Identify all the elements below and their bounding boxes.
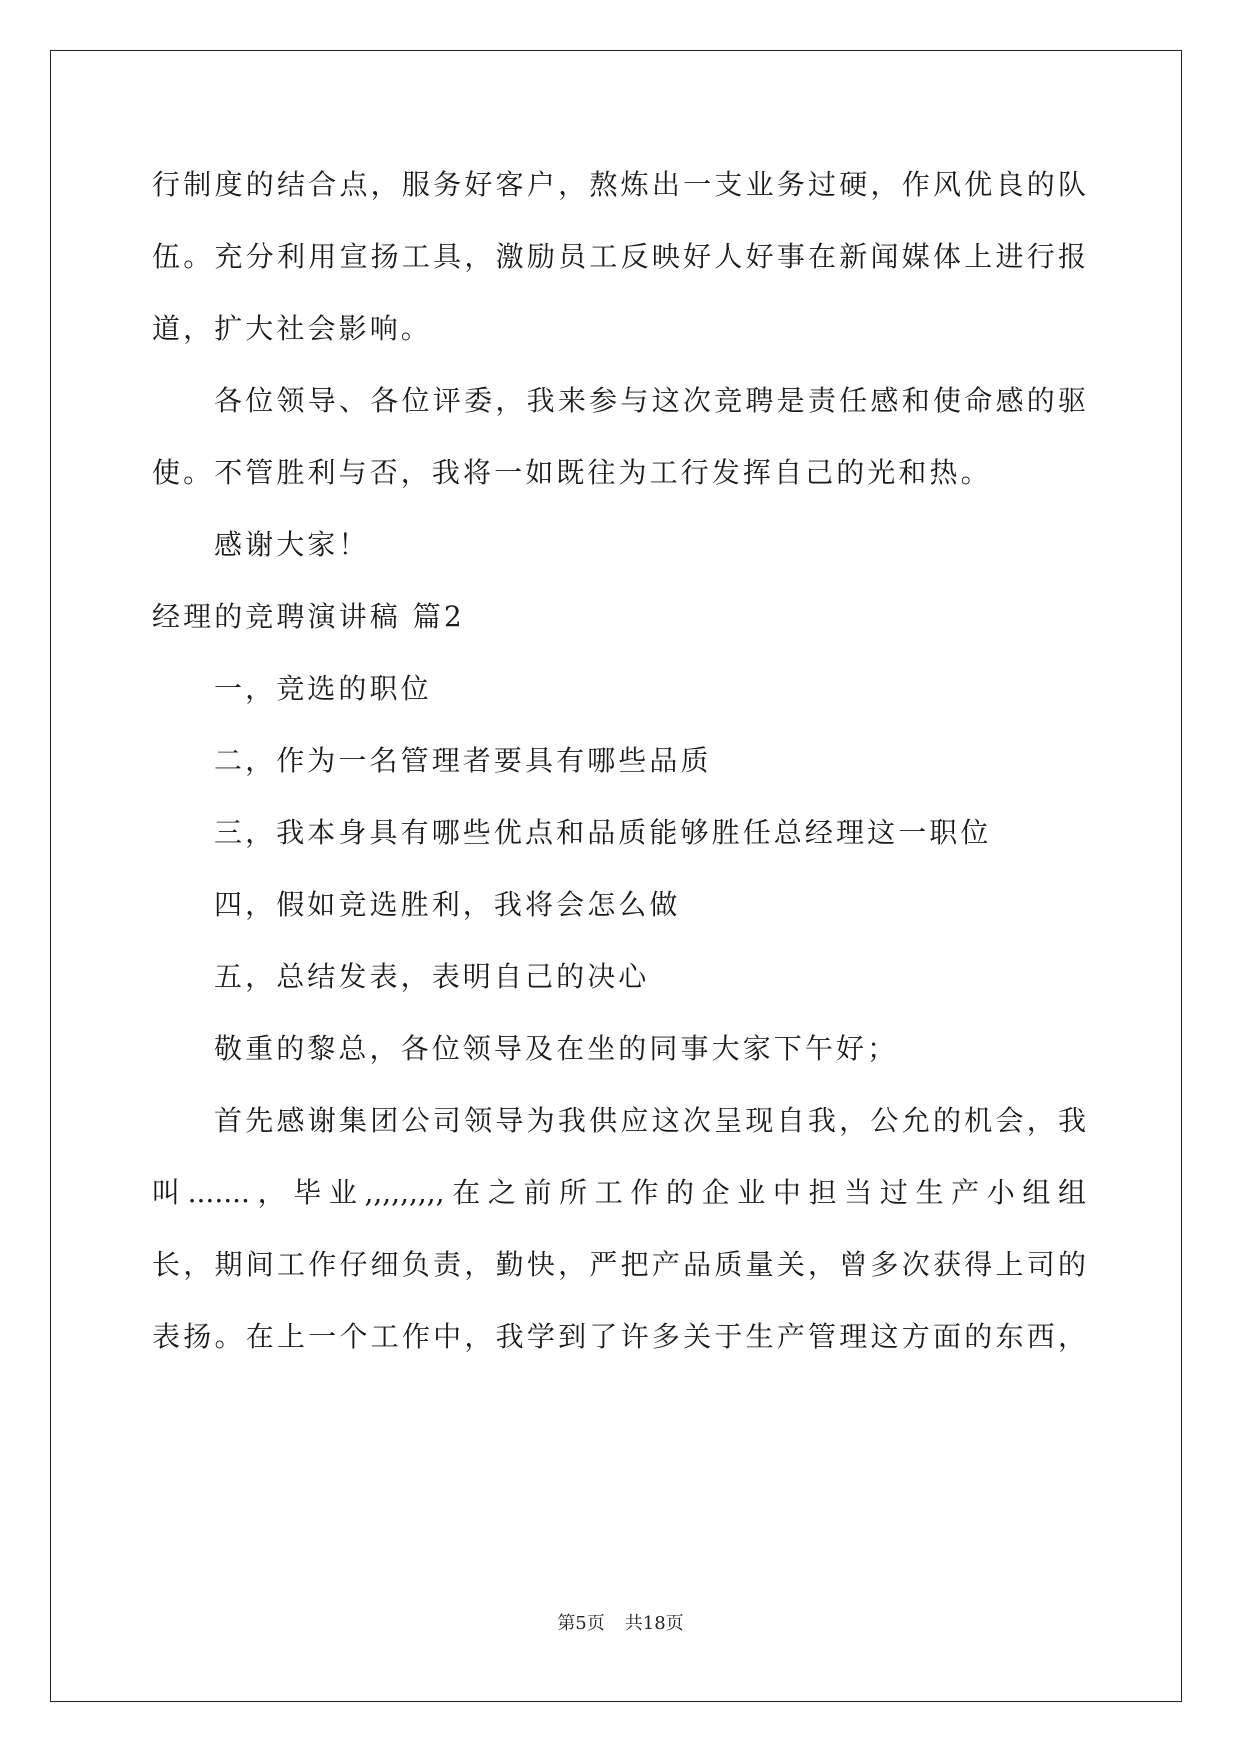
- text-line: 各位领导、各位评委，我来参与这次竞聘是责任感和使命感的驱: [214, 384, 1086, 417]
- list-item: 三，我本身具有哪些优点和品质能够胜任总经理这一职位: [214, 816, 992, 849]
- page-footer: [0, 1612, 1241, 1636]
- text-line: 使。不管胜利与否，我将一如既往为工行发挥自己的光和热。: [152, 456, 992, 489]
- section-heading: 经理的竞聘演讲稿 篇2: [152, 600, 465, 633]
- text-line: 伍。充分利用宣扬工具，激励员工反映好人好事在新闻媒体上进行报: [152, 240, 1086, 273]
- text-line: 首先感谢集团公司领导为我供应这次呈现自我，公允的机会，我: [214, 1104, 1086, 1137]
- text-line: 敬重的黎总，各位领导及在坐的同事大家下午好；: [214, 1032, 899, 1065]
- list-item: 一，竞选的职位: [214, 672, 432, 705]
- text-line: 叫.......，毕业,,,,,,,,,在之前所工作的企业中担当过生产小组组: [152, 1176, 1086, 1209]
- text-line: 表扬。在上一个工作中，我学到了许多关于生产管理这方面的东西，: [152, 1320, 1086, 1353]
- list-item: 二，作为一名管理者要具有哪些品质: [214, 744, 712, 777]
- page-total: 共18页: [624, 1613, 684, 1634]
- text-line: 感谢大家！: [214, 528, 370, 561]
- text-line: 道，扩大社会影响。: [152, 312, 432, 345]
- page-border: [50, 50, 1182, 1702]
- list-item: 五，总结发表，表明自己的决心: [214, 960, 650, 993]
- page-number: 第5页: [557, 1613, 605, 1634]
- list-item: 四，假如竞选胜利，我将会怎么做: [214, 888, 681, 921]
- text-line: 长，期间工作仔细负责，勤快，严把产品质量关，曾多次获得上司的: [152, 1248, 1086, 1281]
- text-line: 行制度的结合点，服务好客户，熬炼出一支业务过硬，作风优良的队: [152, 168, 1086, 201]
